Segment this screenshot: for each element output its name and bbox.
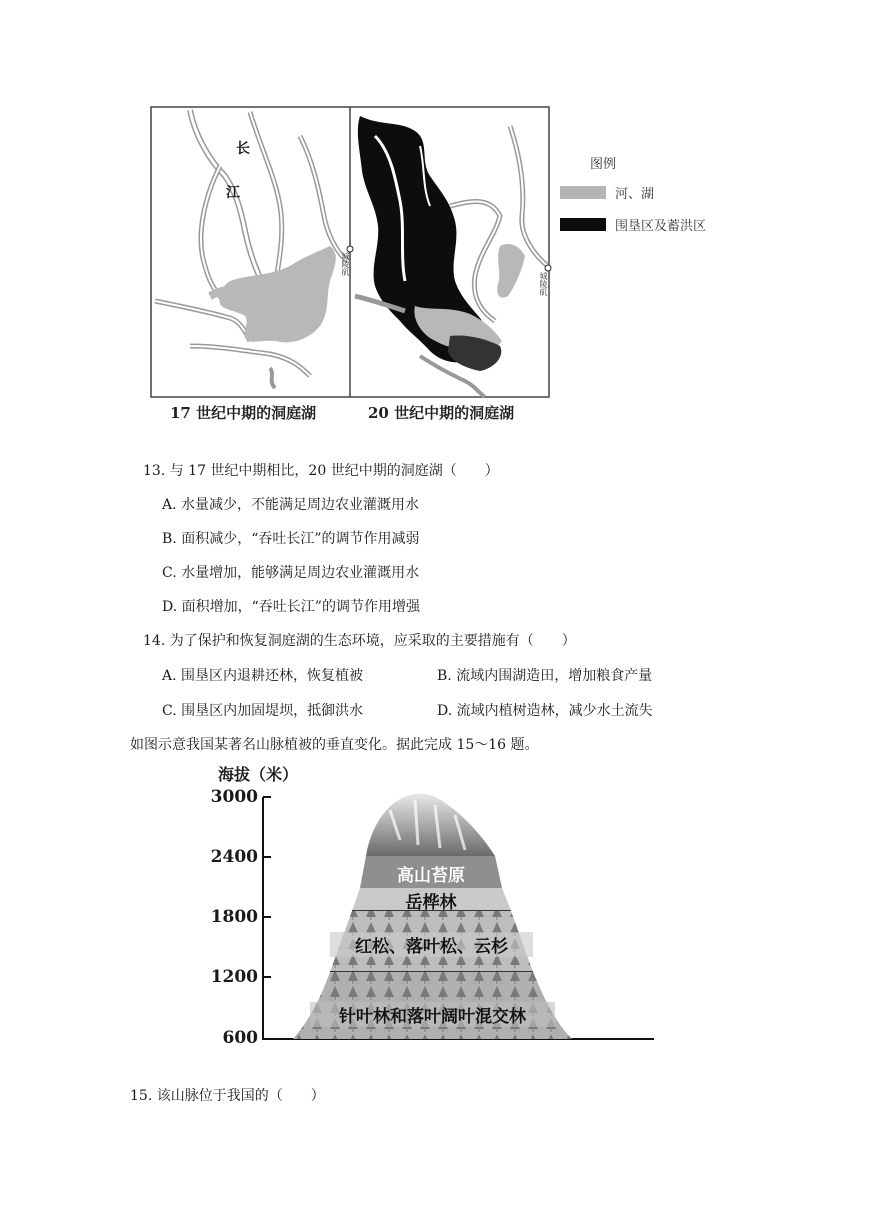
tick-600: 600 xyxy=(222,1028,258,1048)
question-14-option-b[interactable]: B. 流域内围湖造田，增加粮食产量 xyxy=(437,668,653,684)
tick-1200: 1200 xyxy=(210,967,258,987)
legend-swatch-reclaimed-area xyxy=(560,218,606,231)
band-label-conifer-forest: 红松、落叶松、云杉 xyxy=(330,932,533,957)
river-label-chang-right: 长 xyxy=(430,145,444,161)
tick-1800: 1800 xyxy=(210,907,258,927)
map-caption-20th: 20 世纪中期的洞庭湖 xyxy=(368,404,515,422)
lake-map-figure xyxy=(150,106,750,426)
question-14-option-a[interactable]: A. 围垦区内退耕还林，恢复植被 xyxy=(162,668,364,684)
legend-label-reclaimed-area: 围垦区及蓄洪区 xyxy=(615,219,707,234)
river-label-chang-left: 长 xyxy=(236,141,250,157)
mountain-vegetation-figure xyxy=(200,760,670,1060)
band-label-birch-forest: 岳桦林 xyxy=(405,893,457,913)
city-label-left: 城陵矶 xyxy=(341,252,350,276)
legend-label-river-lake: 河、湖 xyxy=(615,187,655,202)
question-13-stem: 13. 与 17 世纪中期相比，20 世纪中期的洞庭湖（ ） xyxy=(143,463,499,479)
legend-swatch-river-lake xyxy=(560,186,606,199)
band-label-alpine-tundra: 高山苔原 xyxy=(397,866,465,886)
map-caption-17th: 17 世纪中期的洞庭湖 xyxy=(170,404,317,422)
legend-title: 图例 xyxy=(590,157,617,172)
question-14-stem: 14. 为了保护和恢复洞庭湖的生态环境，应采取的主要措施有（ ） xyxy=(143,633,576,649)
band-label-mixed-forest: 针叶林和落叶阔叶混交林 xyxy=(310,1002,555,1027)
question-14-option-d[interactable]: D. 流域内植树造林，减少水土流失 xyxy=(437,703,653,719)
tick-3000: 3000 xyxy=(210,787,258,807)
question-13-option-a[interactable]: A. 水量减少，不能满足周边农业灌溉用水 xyxy=(162,497,420,513)
intro-questions-15-16: 如图示意我国某著名山脉植被的垂直变化。据此完成 15～16 题。 xyxy=(130,737,539,753)
city-label-right: 城陵矶 xyxy=(539,272,548,296)
question-13-option-d[interactable]: D. 面积增加，“吞吐长江”的调节作用增强 xyxy=(162,599,420,615)
river-label-jiang-right: 江 xyxy=(446,189,460,205)
axis-title: 海拔（米） xyxy=(218,765,299,784)
question-14-option-c[interactable]: C. 围垦区内加固堤坝，抵御洪水 xyxy=(162,703,364,719)
question-13-option-c[interactable]: C. 水量增加，能够满足周边农业灌溉用水 xyxy=(162,565,420,581)
question-13-option-b[interactable]: B. 面积减少，“吞吐长江”的调节作用减弱 xyxy=(162,531,420,547)
river-label-jiang-left: 江 xyxy=(226,185,240,201)
question-15-stem: 15. 该山脉位于我国的（ ） xyxy=(130,1088,325,1104)
tick-2400: 2400 xyxy=(210,847,258,867)
